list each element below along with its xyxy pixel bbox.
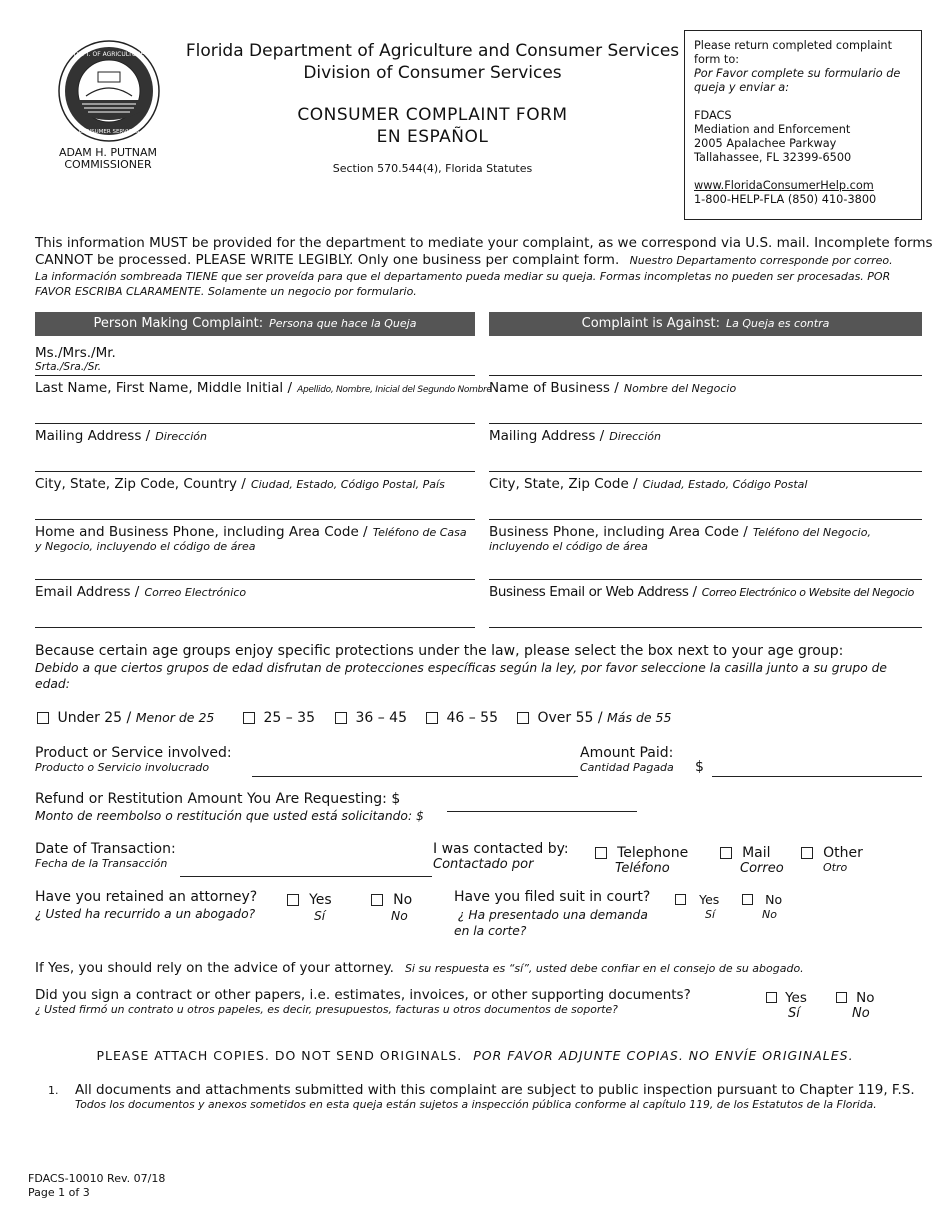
page-number: Page 1 of 3 <box>28 1186 90 1199</box>
suit-question: Have you filed suit in court? <box>454 889 651 905</box>
phone-number: 1-800-HELP-FLA (850) 410-3800 <box>694 193 877 206</box>
contact-mail-checkbox[interactable] <box>720 847 732 859</box>
business-phone-field[interactable] <box>489 579 922 580</box>
business-city-field[interactable] <box>489 519 922 520</box>
product-field[interactable] <box>252 776 578 777</box>
business-phone-label: Business Phone, including Area Code / <box>489 524 748 540</box>
amount-paid-label: Amount Paid: <box>580 745 674 761</box>
business-section-header: Complaint is Against: La Queja es contra <box>489 312 922 336</box>
business-address-label: Mailing Address / <box>489 428 605 444</box>
form-title: CONSUMER COMPLAINT FORM <box>297 105 568 125</box>
suit-yes-checkbox[interactable] <box>675 894 686 905</box>
contract-no-checkbox[interactable] <box>836 992 847 1003</box>
complainant-section-header: Person Making Complaint: Persona que hace la Queja <box>35 312 475 336</box>
refund-label: Refund or Restitution Amount You Are Requesting: $ <box>35 791 401 807</box>
salutation-label: Ms./Mrs./Mr. <box>35 345 116 361</box>
full-name-field[interactable] <box>35 423 475 424</box>
attorney-question: Have you retained an attorney? <box>35 889 258 905</box>
svg-text:DEPT. OF AGRICULTURE: DEPT. OF AGRICULTURE <box>73 51 145 58</box>
age-25-35-checkbox[interactable] <box>243 712 255 724</box>
suit-no-checkbox[interactable] <box>742 894 753 905</box>
public-inspection-notice: All documents and attachments submitted with this complaint are subject to public inspection pursuant to Chapter 119, F.S. <box>75 1082 915 1098</box>
business-top-field[interactable] <box>489 375 922 376</box>
commissioner-name: ADAM H. PUTNAM <box>58 146 158 159</box>
business-name-label: Name of Business / <box>489 380 619 396</box>
business-name-field[interactable] <box>489 423 922 424</box>
return-address-box: Please return completed complaint form to: Por Favor complete su formulario de queja y enviar a: FDACS Mediation and Enforcement 2005 Apalachee Parkway Tallahassee, FL 32399-6500 www.FloridaConsumerHelp.com 1-800-HELP-FLA (850) 410-3800 <box>684 30 922 220</box>
business-email-label: Business Email or Web Address / <box>489 584 697 600</box>
salutation-field[interactable] <box>35 375 475 376</box>
intro-text: This information MUST be provided for the department to mediate your complaint, as we correspond via U.S. mail. Incomplete forms CANNOT be processed. PLEASE WRITE LEGIBLY. Only one business per complaint form. Nuestro Departamento corresponde por correo. La información sombreada TIENE que ser proveída para que el departamento pueda mediar su queja. Formas incompletas no pueden ser procesadas. POR FAVOR ESCRIBA CLARAMENTE. Solamente un negocio por formulario. <box>35 235 933 298</box>
age-question: Because certain age groups enjoy specific protections under the law, please select the box next to your age group: <box>35 643 844 659</box>
transaction-date-label: Date of Transaction: <box>35 841 176 857</box>
department-name: Florida Department of Agriculture and Consumer Services <box>185 41 680 61</box>
complainant-email-field[interactable] <box>35 627 475 628</box>
age-under-25-checkbox[interactable] <box>37 712 49 724</box>
svg-text:CONSUMER SERVICES: CONSUMER SERVICES <box>78 129 140 135</box>
amount-paid-field[interactable] <box>712 776 922 777</box>
form-title-es: EN ESPAÑOL <box>376 127 489 147</box>
age-36-45-checkbox[interactable] <box>335 712 347 724</box>
contract-yes-checkbox[interactable] <box>766 992 777 1003</box>
department-seal <box>58 40 160 142</box>
attach-copies-notice: PLEASE ATTACH COPIES. DO NOT SEND ORIGINALS. POR FAVOR ADJUNTE COPIAS. NO ENVÍE ORIGINALES. <box>96 1048 854 1063</box>
complainant-address-field[interactable] <box>35 471 475 472</box>
contacted-by-label: I was contacted by: <box>433 841 569 857</box>
complainant-city-label: City, State, Zip Code, Country / <box>35 476 246 492</box>
contact-telephone-checkbox[interactable] <box>595 847 607 859</box>
attorney-no-checkbox[interactable] <box>371 894 383 906</box>
complainant-city-field[interactable] <box>35 519 475 520</box>
age-46-55-checkbox[interactable] <box>426 712 438 724</box>
notice-number: 1. <box>48 1084 59 1097</box>
dollar-sign: $ <box>695 759 704 775</box>
business-email-field[interactable] <box>489 627 922 628</box>
transaction-date-field[interactable] <box>180 876 432 877</box>
age-over-55-checkbox[interactable] <box>517 712 529 724</box>
product-label: Product or Service involved: <box>35 745 232 761</box>
website-link[interactable]: www.FloridaConsumerHelp.com <box>694 179 874 192</box>
attorney-yes-checkbox[interactable] <box>287 894 299 906</box>
form-id: FDACS-10010 Rev. 07/18 <box>28 1172 166 1185</box>
statute-reference: Section 570.544(4), Florida Statutes <box>332 162 533 175</box>
refund-amount-field[interactable] <box>447 811 637 812</box>
name-label: Last Name, First Name, Middle Initial / <box>35 380 293 396</box>
business-address-field[interactable] <box>489 471 922 472</box>
complainant-phone-label: Home and Business Phone, including Area Code / <box>35 524 368 540</box>
business-city-label: City, State, Zip Code / <box>489 476 638 492</box>
complainant-email-label: Email Address / <box>35 584 140 600</box>
complainant-address-label: Mailing Address / <box>35 428 151 444</box>
attorney-advice: If Yes, you should rely on the advice of your attorney. Si su respuesta es “sí”, usted debe confiar en el consejo de su abogado. <box>35 960 804 976</box>
contract-question: Did you sign a contract or other papers, i.e. estimates, invoices, or other supporting documents? <box>35 987 691 1003</box>
contact-other-checkbox[interactable] <box>801 847 813 859</box>
complainant-phone-field[interactable] <box>35 579 475 580</box>
commissioner-title: COMMISSIONER <box>64 158 152 171</box>
division-name: Division of Consumer Services <box>303 63 562 83</box>
